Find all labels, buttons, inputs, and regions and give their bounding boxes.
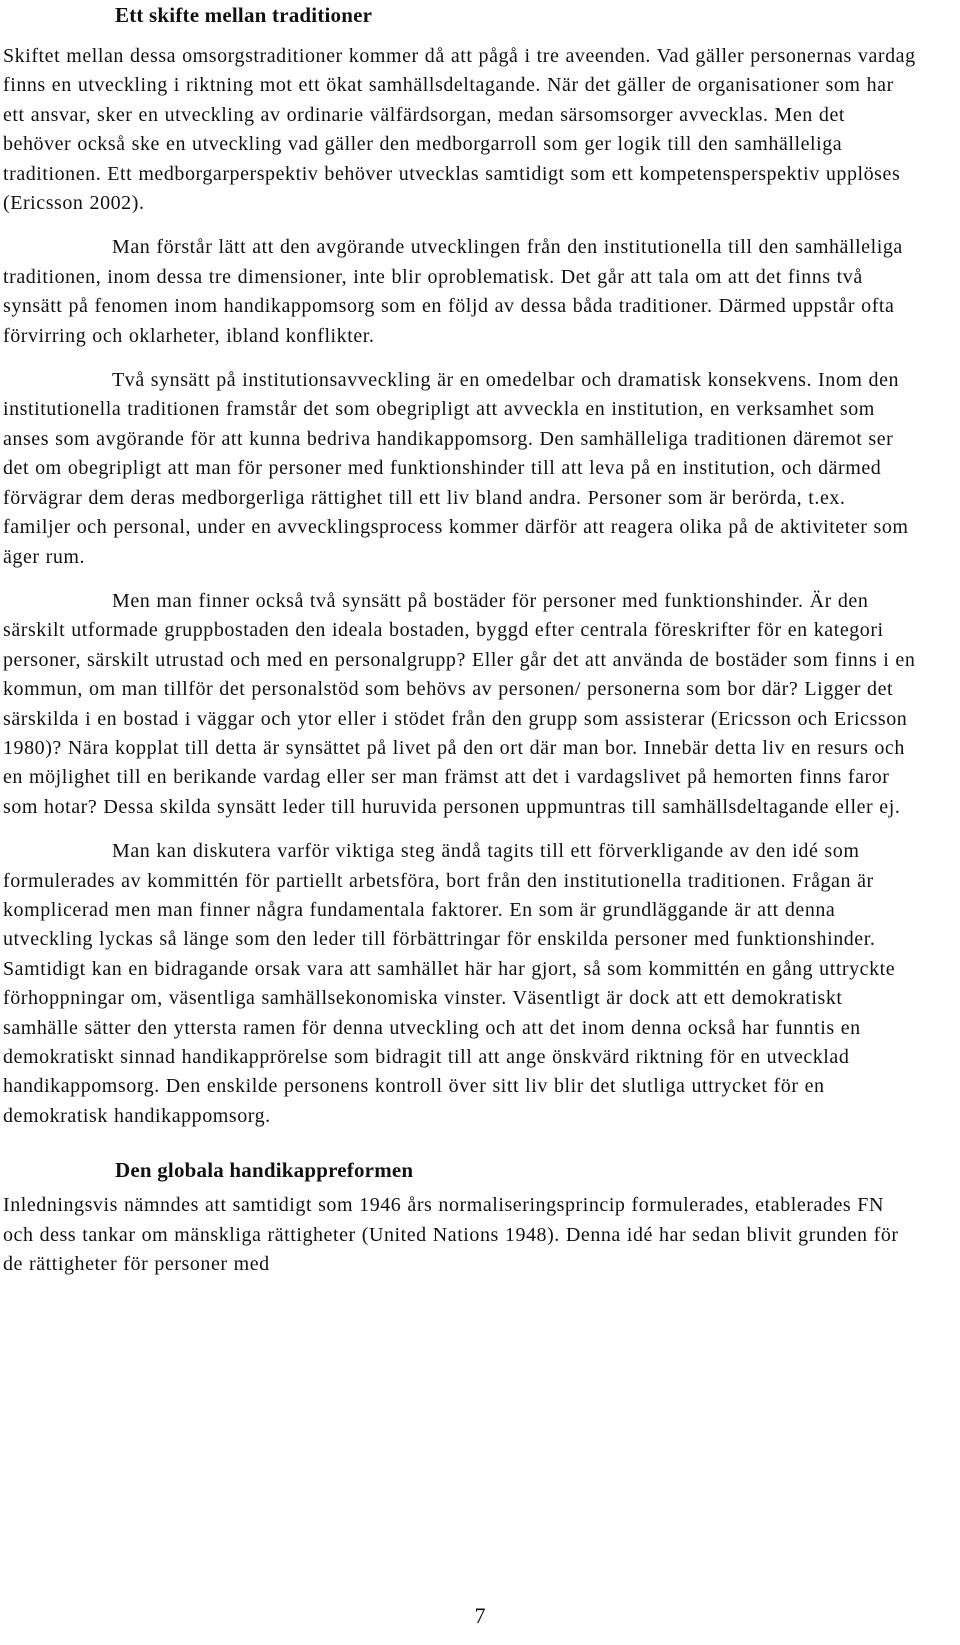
paragraph-4: Men man finner också två synsätt på bostäder för personer med funktionshinder. Är den särskilt utformade gruppbostaden den ideala bostaden, byggd efter centrala föreskrifter för en kategori personer, särskilt utrustad och med en personalgrupp? Eller går det att använda de bostäder som finns i en kommun, om man tillför det personalstöd som behövs av personen/ personerna som bor där? Ligger det särskilda i en bostad i väggar och ytor eller i stödet från den grupp som assisterar (Ericsson och Ericsson 1980)? Nära kopplat till detta är synsättet på livet på den ort där man bor. Innebär detta liv en resurs och en möjlighet till en berikande vardag eller ser man främst att det i vardagslivet på hemorten finns faror som hotar? Dessa skilda synsätt leder till huruvida personen uppmuntras till samhällsdeltagande eller ej. (3, 589, 916, 818)
page-number: 7 (474, 1603, 486, 1628)
paragraph-5: Man kan diskutera varför viktiga steg ändå tagits till ett förverkligande av den idé som formulerades av kommittén för partiellt arbetsföra, bort från den institutionella traditionen. Frågan är komplicerad men man finner några fundamentala faktorer. En som är grundläggande är att denna utveckling lyckas så länge som den leder till förbättringar för enskilda personer med funktionshinder. Samtidigt kan en bidragande orsak vara att samhället här har gjort, så som kommittén en gång uttryckte förhoppningar om, väsentliga samhällsekonomiska vinster. Väsentligt är dock att ett demokratiskt samhälle sätter den yttersta ramen för denna utveckling och att det inom denna också har funntis en demokratiskt sinnad handikapprörelse som bidragit till att ange önskvärd riktning för en utvecklad handikappomsorg. Den enskilde personens kontroll över sitt liv blir det slutliga uttrycket för en demokratisk handikappomsorg. (3, 840, 896, 1127)
paragraph-6: Inledningsvis nämndes att samtidigt som 1946 års normaliseringsprincip formulerades, etablerades FN och dess tankar om mänskliga rättigheter (United Nations 1948). Denna idé har sedan blivit grunden för de rättigheter för personer med (3, 1194, 899, 1276)
paragraph-3: Två synsätt på institutionsavveckling är en omedelbar och dramatisk konsekvens. Inom den institutionella traditionen framstår det som obegripligt att avveckla en institution, en verksamhet som anses som avgörande för att kunna bedriva handikappomsorg. Den samhälleliga traditionen däremot ser det om obegripligt att man för personer med funktionshinder till att leva på en institution, och därmed förvägrar dem deras medborgerliga rättighet till ett liv bland andra. Personer som är berörda, t.ex. familjer och personal, under en avvecklingsprocess kommer därför att reagera olika på de aktiviteter som äger rum. (3, 369, 909, 568)
paragraph-2: Man förstår lätt att den avgörande utvecklingen från den institutionella till den samhälleliga traditionen, inom dessa tre dimensioner, inte blir oproblematisk. Det går att tala om att det finns två synsätt på fenomen inom handikappomsorg som en följd av dessa båda traditioner. Därmed uppstår ofta förvirring och oklarheter, ibland konflikter. (3, 236, 903, 347)
section-heading-traditions: Ett skifte mellan traditioner (115, 3, 373, 27)
section-heading-global-reform: Den globala handikappreformen (115, 1158, 414, 1183)
paragraph-1: Skiftet mellan dessa omsorgstraditioner kommer då att pågå i tre aveenden. Vad gäller personernas vardag finns en utveckling i riktning mot ett ökat samhällsdeltagande. När det gäller de organisationer som har ett ansvar, sker en utveckling av ordinarie välfärdsorgan, medan särsomsorger avvecklas. Men det behöver också ske en utveckling vad gäller den medborgarroll som ger logik till den samhälleliga traditionen. Ett medborgarperspektiv behöver utvecklas samtidigt som ett kompetensperspektiv upplöses (Ericsson 2002). (3, 45, 916, 215)
